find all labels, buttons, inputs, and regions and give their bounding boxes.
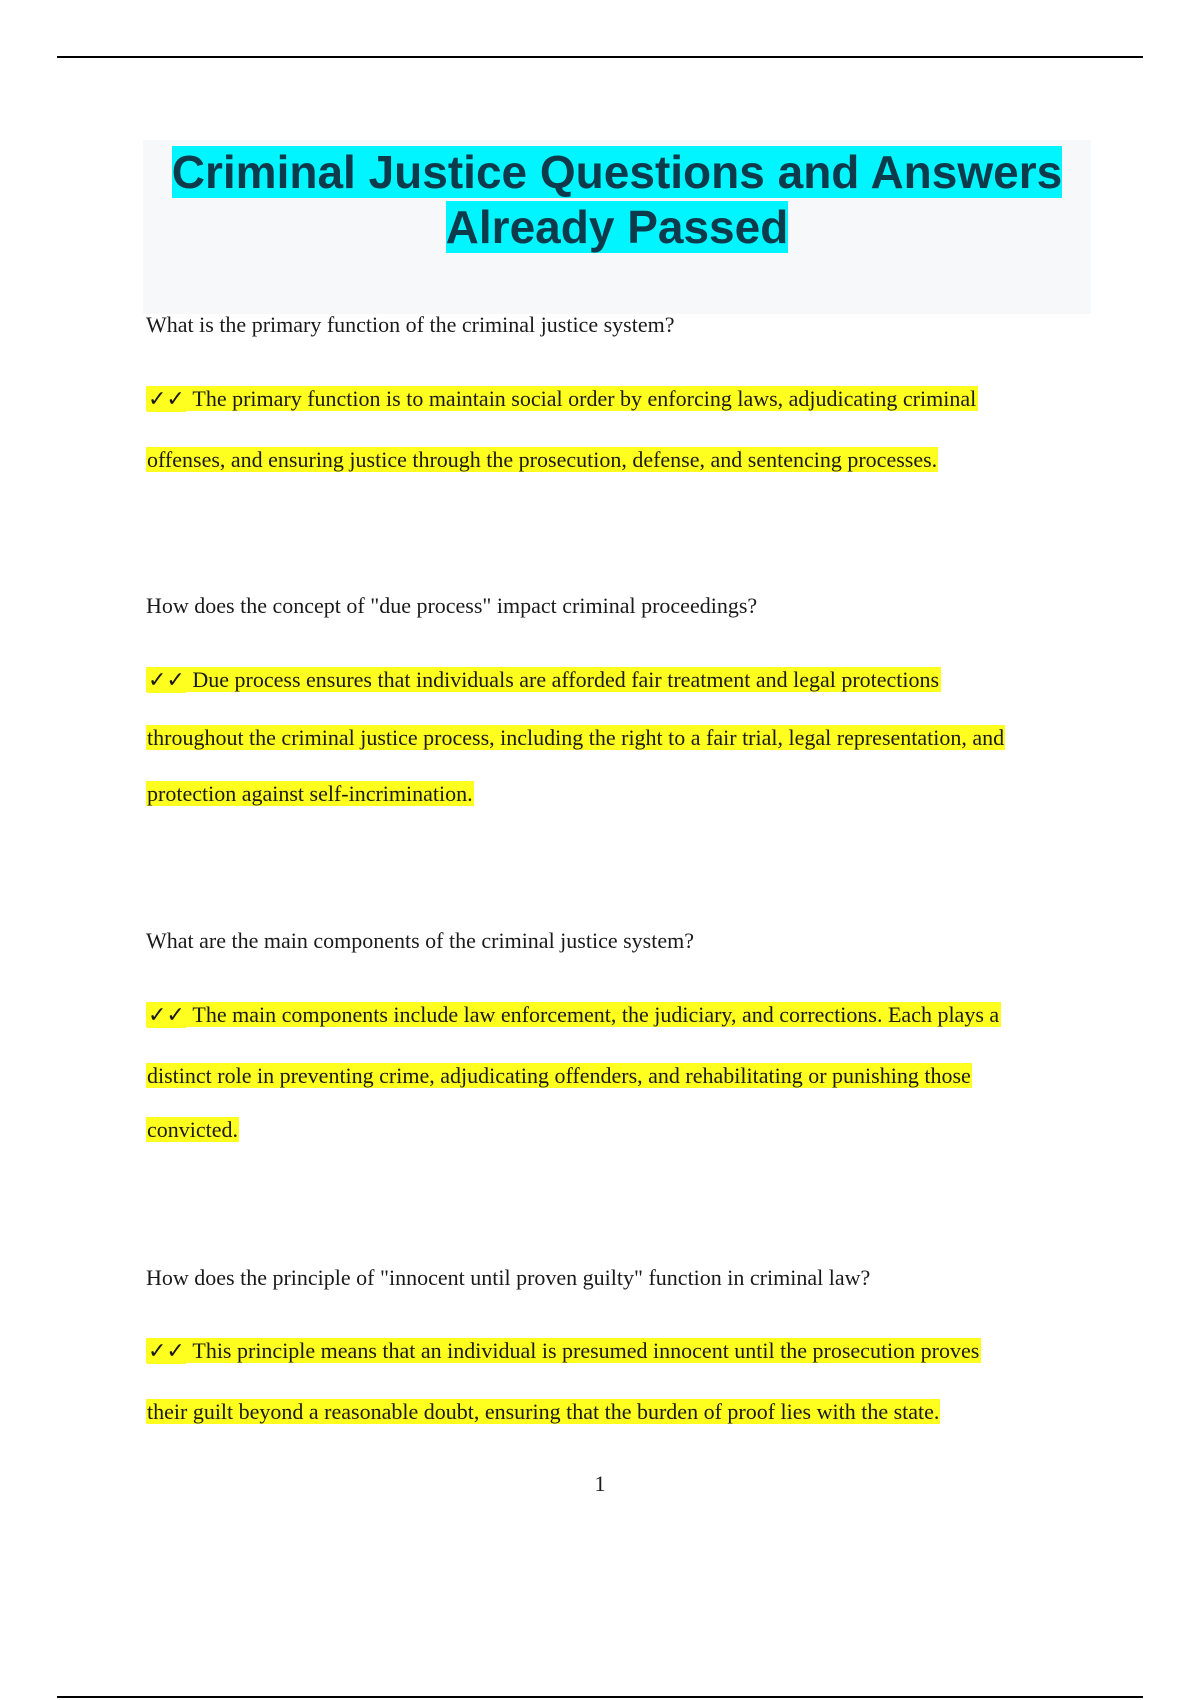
question-1: What is the primary function of the criminal justice system? — [146, 312, 675, 337]
check-mark-icon: ✓✓ — [148, 1339, 185, 1364]
title-block — [143, 140, 1091, 314]
answer-3-line-1: ✓✓ The main components include law enforcement, the judiciary, and corrections. Each plays a — [148, 1002, 1000, 1028]
answer-2-line-1: ✓✓ Due process ensures that individuals are afforded fair treatment and legal protections — [148, 667, 940, 693]
bottom-rule — [57, 1696, 1143, 1698]
answer-2-line-2: throughout the criminal justice process, including the right to a fair trial, legal representation, and — [147, 725, 1005, 750]
answer-1-line-1: ✓✓ The primary function is to maintain social order by enforcing laws, adjudicating criminal — [148, 386, 977, 412]
question-4: How does the principle of "innocent until proven guilty" function in criminal law? — [146, 1265, 871, 1290]
answer-2-line-3: protection against self-incrimination. — [147, 781, 473, 806]
title-line-1: Criminal Justice Questions and Answers — [171, 146, 1063, 198]
answer-3-line-3: convicted. — [147, 1117, 239, 1142]
check-mark-icon: ✓✓ — [148, 668, 185, 693]
check-mark-icon: ✓✓ — [148, 387, 185, 412]
question-3: What are the main components of the criminal justice system? — [146, 928, 694, 953]
answer-4-line-2: their guilt beyond a reasonable doubt, ensuring that the burden of proof lies with the state. — [147, 1399, 940, 1424]
page-number: 1 — [594, 1471, 606, 1496]
answer-4-line-1: ✓✓ This principle means that an individual is presumed innocent until the prosecution proves — [148, 1338, 980, 1364]
title-line-2: Already Passed — [445, 201, 789, 253]
answer-1-line-2: offenses, and ensuring justice through the prosecution, defense, and sentencing processes. — [147, 447, 938, 472]
check-mark-icon: ✓✓ — [148, 1003, 185, 1028]
question-2: How does the concept of "due process" impact criminal proceedings? — [146, 593, 758, 618]
document-title — [143, 140, 1091, 255]
top-rule — [57, 56, 1143, 58]
answer-3-line-2: distinct role in preventing crime, adjudicating offenders, and rehabilitating or punishing those — [147, 1063, 971, 1088]
